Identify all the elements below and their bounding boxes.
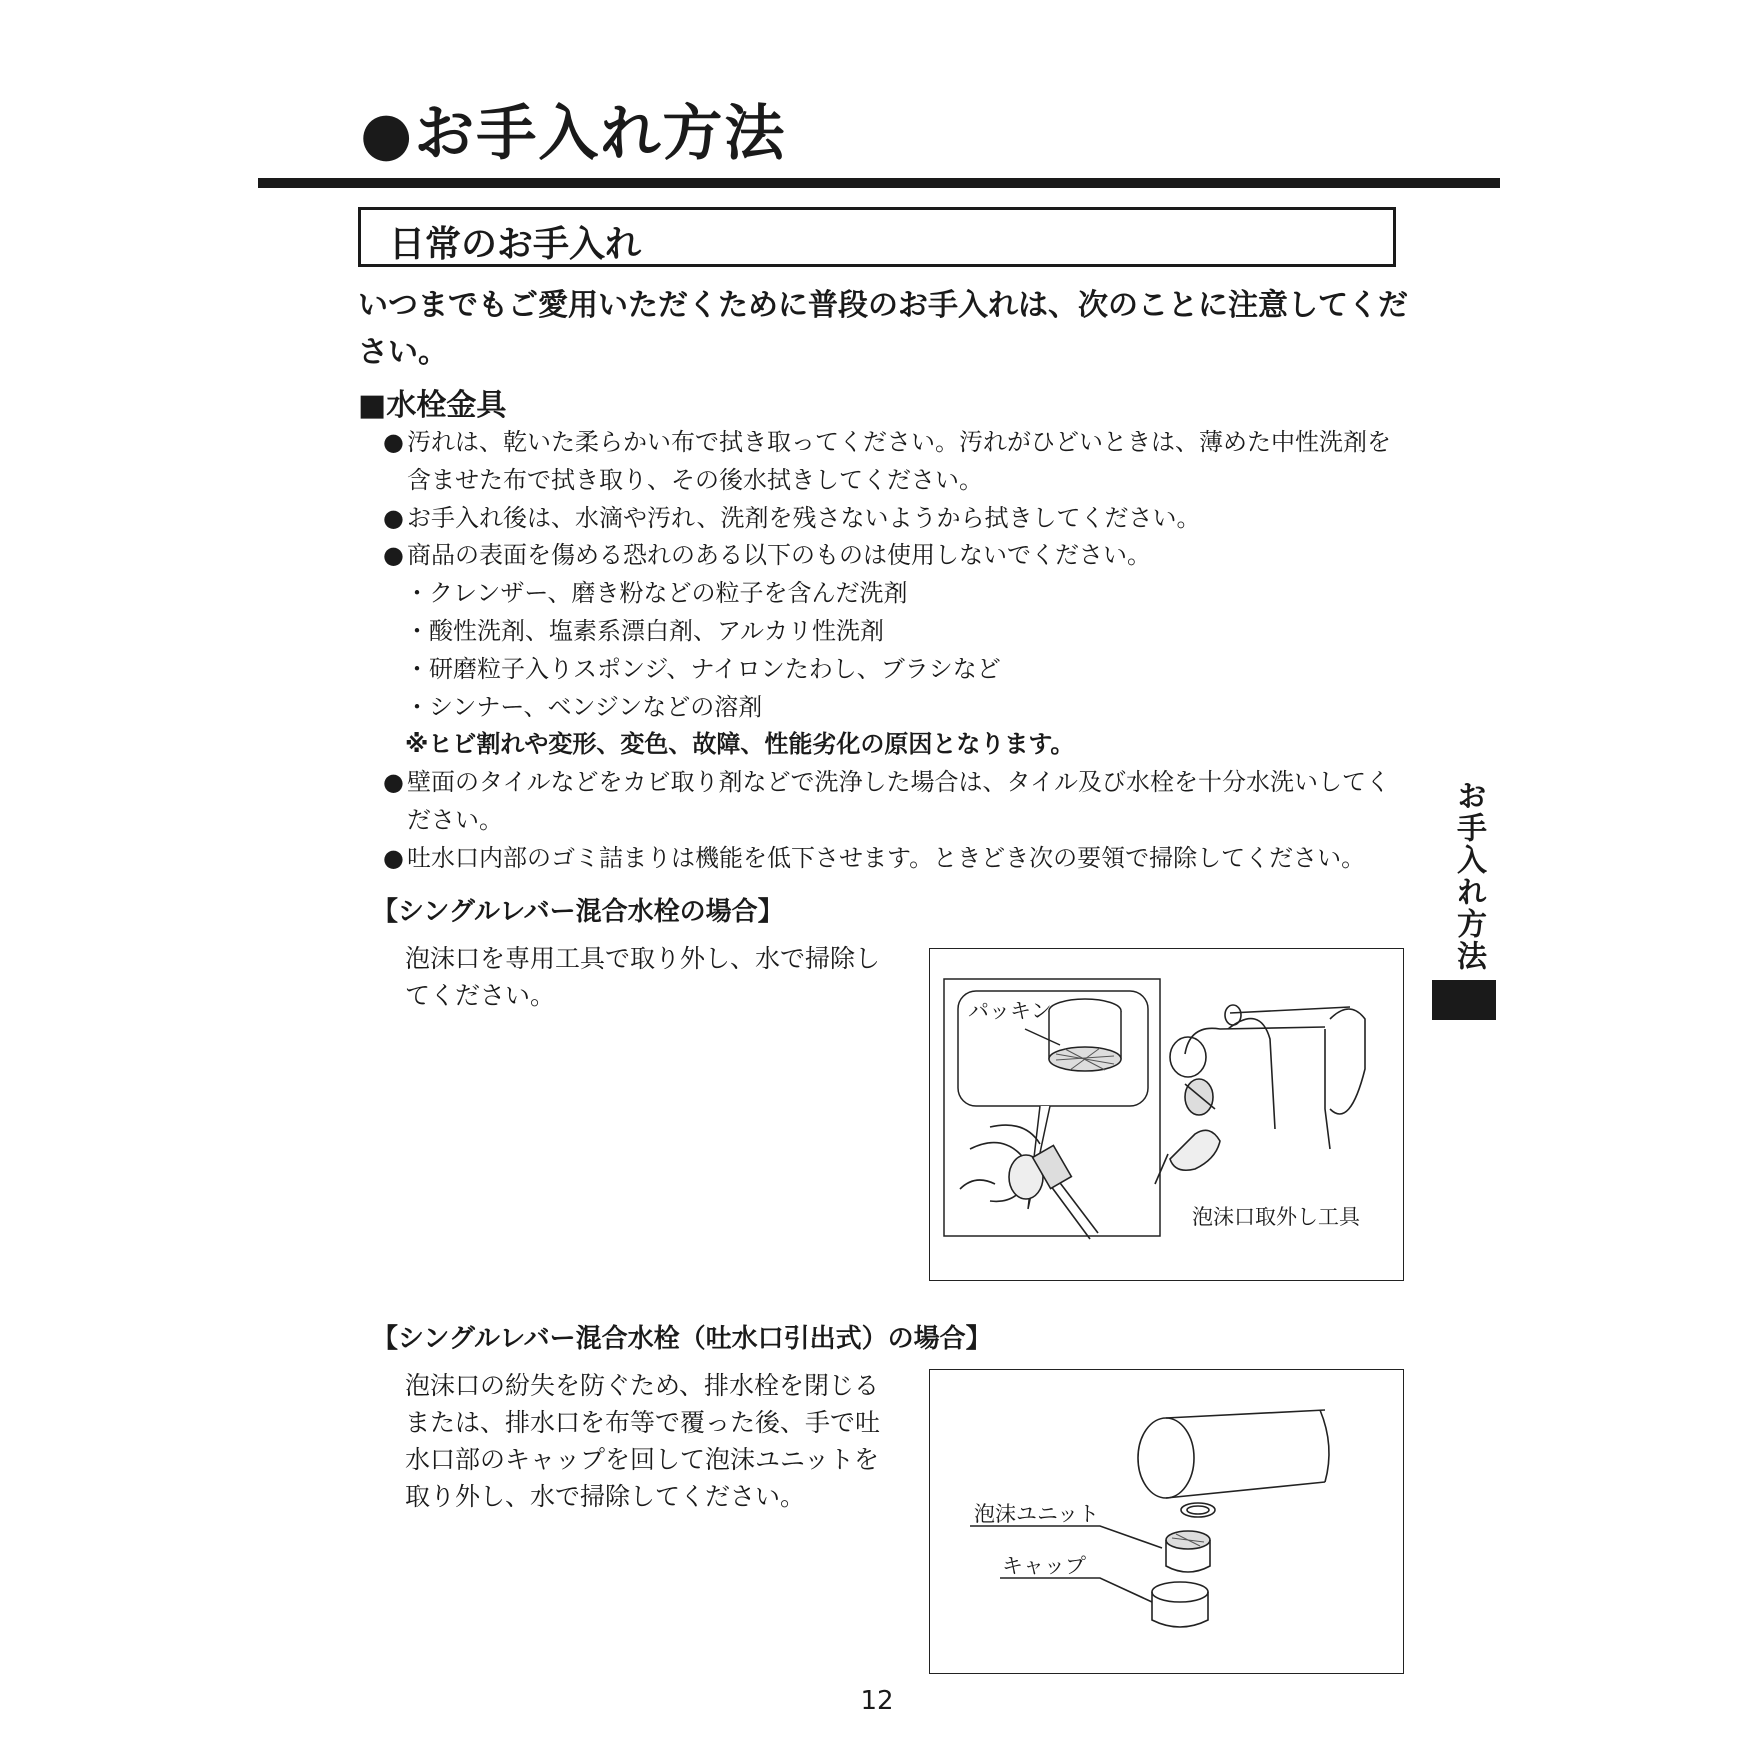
title-rule — [258, 178, 1500, 188]
label-removal-tool: 泡沫口取外し工具 — [1192, 1205, 1360, 1229]
page-title: ●お手入れ方法 — [360, 99, 787, 169]
case1-text: 泡沫口を専用工具で取り外し、水で掃除してください。 — [405, 944, 881, 1010]
sub-item: ・酸性洗剤、塩素系漂白剤、アルカリ性洗剤 — [405, 616, 885, 645]
list-item — [383, 840, 1413, 878]
label-packing: パッキン — [968, 999, 1052, 1023]
bullet-icon: ● — [383, 428, 404, 456]
item-text: お手入れ後は、水滴や汚れ、洗剤を残さないようから拭きしてください。 — [407, 503, 1201, 532]
bullet-icon: ● — [383, 843, 404, 872]
warning-note: ※ヒビ割れや変形、変色、故障、性能劣化の原因となります。 — [405, 730, 1075, 759]
sub-item: ・研磨粒子入りスポンジ、ナイロンたわし、ブラシなど — [405, 654, 1001, 683]
care-instructions — [383, 424, 1413, 878]
sub-item: ・シンナー、ベンジンなどの溶剤 — [405, 692, 763, 721]
case2-heading: 【シングルレバー混合水栓（吐水口引出式）の場合】 — [372, 1324, 992, 1354]
list-item — [383, 537, 1413, 575]
section-title: 日常のお手入れ — [389, 224, 642, 265]
case2-text: 泡沫口の紛失を防ぐため、排水栓を閉じるまたは、排水口を布等で覆った後、手で吐水口部のキャップを回して泡沫ユニットを取り外し、水で掃除してください。 — [405, 1371, 881, 1511]
intro-text: いつまでもご愛用いただくために普段のお手入れは、次のことに注意してください。 — [358, 288, 1408, 370]
item-text: 吐水口内部のゴミ詰まりは機能を低下させます。ときどき次の要領で掃除してください。 — [407, 843, 1366, 872]
side-tab-marker — [1432, 980, 1496, 1020]
faucet-subheading: ■水栓金具 — [358, 388, 507, 423]
side-index-tab — [1432, 780, 1496, 1020]
list-item — [383, 764, 1413, 840]
page-number: 12 — [860, 1686, 894, 1716]
label-aerator-unit: 泡沫ユニット — [974, 1502, 1100, 1526]
case1-figure — [929, 948, 1404, 1281]
side-tab-label: お手入れ方法 — [1451, 780, 1486, 972]
case2-figure — [929, 1369, 1404, 1674]
list-item — [383, 424, 1413, 500]
item-text: 商品の表面を傷める恐れのある以下のものは使用しないでください。 — [407, 541, 1151, 570]
item-text: 汚れは、乾いた柔らかい布で拭き取ってください。汚れがひどいときは、薄めた中性洗剤を含ませた布で拭き取り、その後水拭きしてください。 — [407, 428, 1391, 494]
bullet-icon: ● — [383, 503, 404, 532]
section-title-box — [358, 207, 1396, 267]
case1-heading: 【シングルレバー混合水栓の場合】 — [372, 897, 784, 927]
label-cap: キャップ — [1002, 1554, 1086, 1578]
sub-item: ・クレンザー、磨き粉などの粒子を含んだ洗剤 — [405, 579, 908, 608]
list-item — [383, 500, 1413, 538]
bullet-icon: ● — [383, 541, 404, 570]
item-text: 壁面のタイルなどをカビ取り剤などで洗浄した場合は、タイル及び水栓を十分水洗いしてください。 — [407, 768, 1391, 834]
bullet-icon: ● — [383, 768, 404, 797]
